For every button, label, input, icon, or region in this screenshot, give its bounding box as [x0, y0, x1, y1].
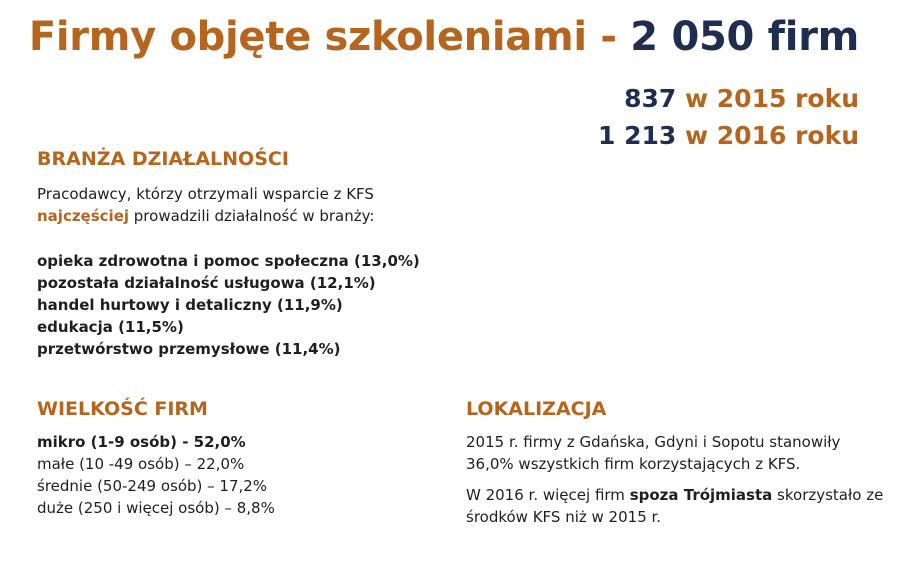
size-list: [37, 431, 275, 519]
page-title: [29, 14, 859, 60]
industry-item: handel hurtowy i detaliczny (11,9%): [37, 296, 343, 314]
year-2015-summary: [624, 84, 859, 113]
size-item-small: małe (10 -49 osób) – 22,0%: [37, 455, 245, 473]
location-paragraph-1: 2015 r. firmy z Gdańska, Gdyni i Sopotu stanowiły 36,0% wszystkich firm korzystających z KFS.: [466, 433, 841, 473]
location-heading: LOKALIZACJA: [466, 398, 607, 420]
size-item-medium: średnie (50-249 osób) – 17,2%: [37, 477, 268, 495]
location-para2-start: W 2016 r. więcej firm: [466, 486, 630, 504]
size-item-large: duże (250 i więcej osób) – 8,8%: [37, 499, 275, 517]
industry-item: edukacja (11,5%): [37, 318, 184, 336]
industry-intro: [37, 183, 374, 227]
size-heading: WIELKOŚĆ FIRM: [37, 398, 208, 420]
year-2016-count: 1 213: [597, 121, 677, 150]
industry-list: [37, 250, 420, 360]
title-total: 2 050 firm: [630, 14, 859, 60]
location-text: [466, 431, 886, 528]
location-para2-end: skorzystało ze środków KFS niż w 2015 r.: [466, 486, 884, 526]
location-para2-emphasis: spoza Trójmiasta: [629, 486, 773, 504]
year-2016-label: w 2016 roku: [676, 121, 859, 150]
industry-heading: BRANŻA DZIAŁALNOŚCI: [37, 148, 289, 170]
year-2015-label: w 2015 roku: [676, 84, 859, 113]
industry-item: opieka zdrowotna i pomoc społeczna (13,0%): [37, 252, 420, 270]
size-item-micro: mikro (1-9 osób) - 52,0%: [37, 433, 246, 451]
location-paragraph-2: [466, 484, 886, 528]
industry-intro-line-2: [37, 205, 374, 227]
industry-intro-line-1: Pracodawcy, którzy otrzymali wsparcie z KFS: [37, 185, 374, 203]
industry-item: przetwórstwo przemysłowe (11,4%): [37, 340, 341, 358]
industry-item: pozostała działalność usługowa (12,1%): [37, 274, 376, 292]
industry-intro-rest: prowadzili działalność w branży:: [129, 207, 375, 225]
year-2016-summary: [598, 121, 859, 150]
industry-intro-emphasis: najczęściej: [37, 207, 130, 225]
title-text: Firmy objęte szkoleniami -: [28, 14, 631, 60]
year-2015-count: 837: [624, 84, 677, 113]
